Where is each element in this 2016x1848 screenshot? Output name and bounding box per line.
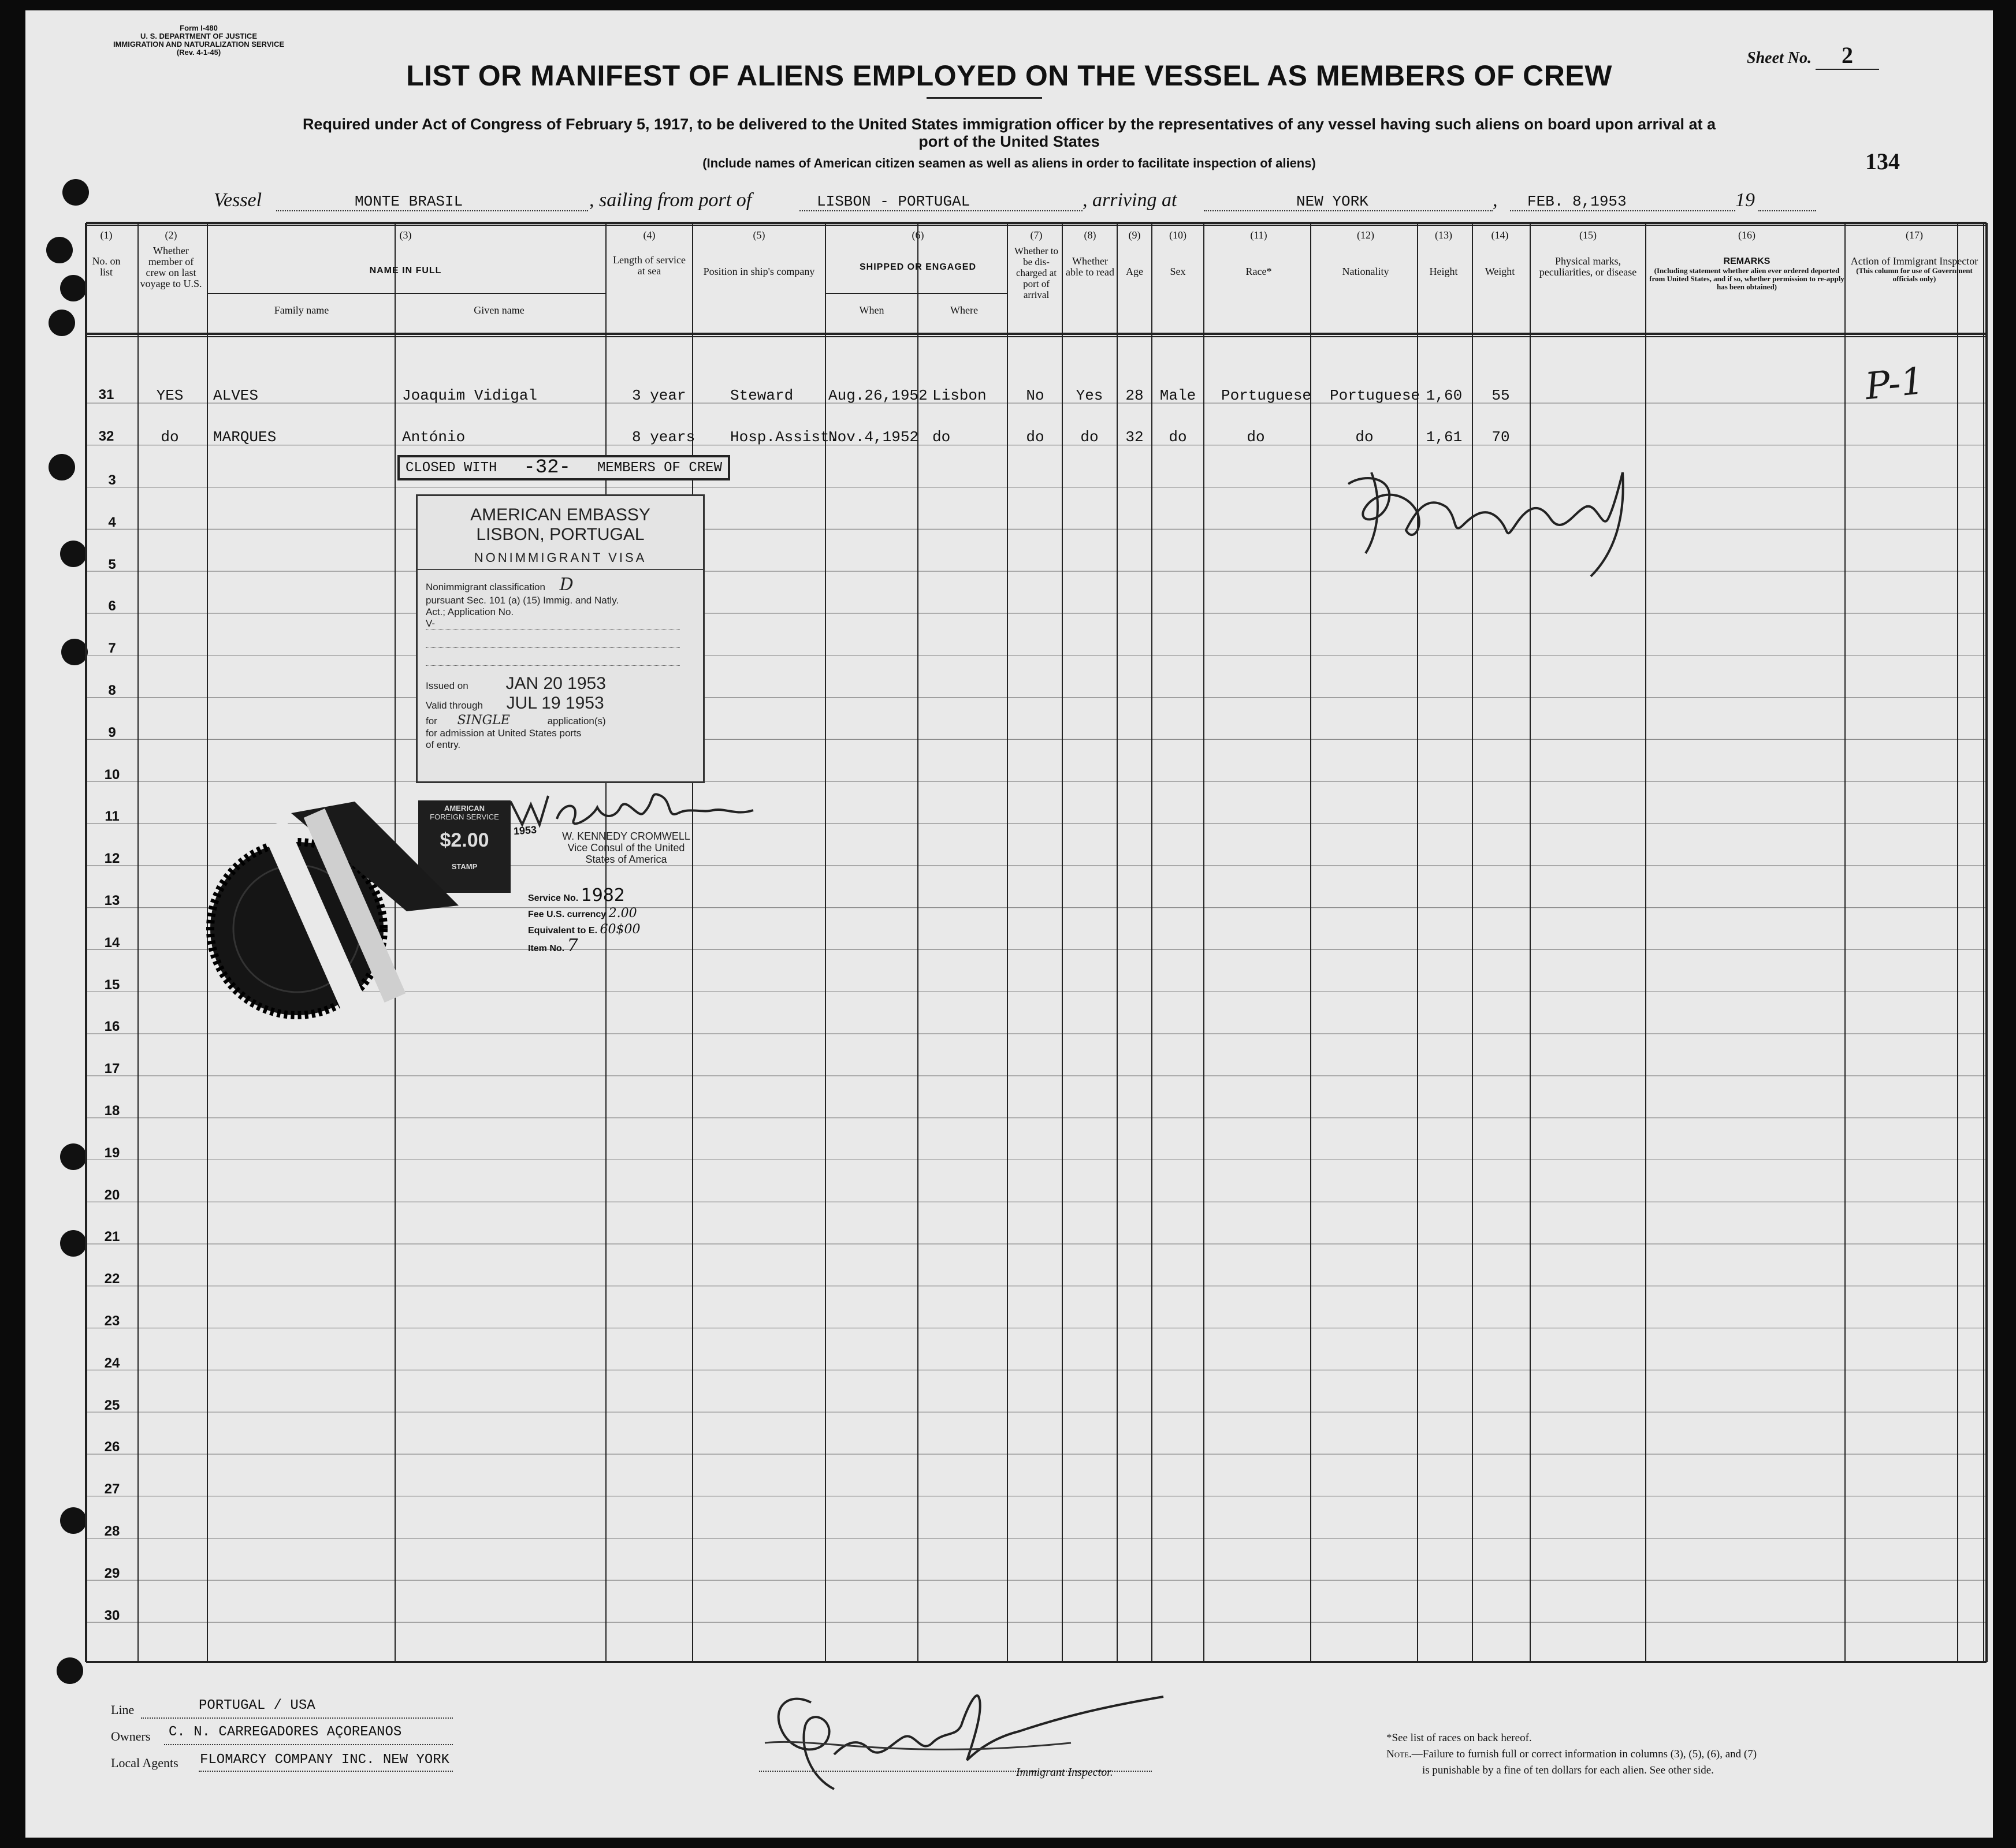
cell-sex: do <box>1169 429 1187 446</box>
col10-label: Sex <box>1170 266 1186 277</box>
col15-label: Physical marks, peculiarities, or disease <box>1539 255 1637 278</box>
fee-stamp-line1: AMERICAN <box>444 804 485 813</box>
row-number: 4 <box>108 514 116 530</box>
visa-valid-row <box>426 694 703 713</box>
cell-race: Portuguese <box>1221 387 1312 404</box>
cell-position: Hosp.Assist. <box>730 429 839 446</box>
col6-header <box>828 230 1007 273</box>
fee-currency-value: 2.00 <box>608 906 637 921</box>
cell-nationality: Portuguese <box>1330 387 1420 404</box>
manifest-sheet <box>25 10 1993 1838</box>
col10-header <box>1155 230 1201 277</box>
col1-header <box>89 230 124 278</box>
row-number: 16 <box>104 1019 120 1035</box>
form-number: Form I-480 <box>180 24 218 32</box>
row-number: 14 <box>104 934 120 951</box>
consul-title-1: Vice Consul of the United <box>567 842 685 854</box>
cell-race: do <box>1247 429 1265 446</box>
col13-header <box>1418 230 1470 277</box>
cell-length: 8 years <box>632 429 695 446</box>
visa-for-label: for <box>426 716 437 726</box>
footer-note-text2: is punishable by a fine of ten dollars for each alien. See other side. <box>1422 1764 1714 1776</box>
cell-height: 1,61 <box>1426 429 1463 446</box>
when-header: When <box>859 304 884 316</box>
col1-num: (1) <box>100 229 113 241</box>
cell-weight: 55 <box>1491 387 1510 404</box>
row-number: 23 <box>104 1313 120 1329</box>
comma: , <box>1493 189 1498 211</box>
row-number: 29 <box>104 1565 120 1581</box>
col3-header <box>209 230 602 276</box>
vessel-name: MONTE BRASIL <box>355 193 463 210</box>
fee-service-label: Service No. <box>528 893 579 903</box>
footer-agents-label: Local Agents <box>111 1756 178 1770</box>
col15-num: (15) <box>1579 229 1597 241</box>
fee-block <box>528 885 641 956</box>
col12-header <box>1314 230 1418 277</box>
row-number: 10 <box>104 766 120 783</box>
cell-discharged: do <box>1026 429 1044 446</box>
col14-label: Weight <box>1485 266 1515 277</box>
col5-header <box>695 230 823 277</box>
cell-weight: 70 <box>1491 429 1510 446</box>
cell-length: 3 year <box>632 387 686 404</box>
fee-currency-label: Fee U.S. currency <box>528 910 607 919</box>
col11-label: Race* <box>1245 266 1272 277</box>
visa-valid-label: Valid through <box>426 700 483 711</box>
fee-item-value: 7 <box>567 936 578 956</box>
col4-label: Length of service at sea <box>613 254 686 277</box>
form-department: U. S. DEPARTMENT OF JUSTICE <box>140 32 257 40</box>
fee-stamp-line2: FOREIGN SERVICE <box>430 813 499 821</box>
embossed-seal <box>187 778 476 1033</box>
row-number: 5 <box>108 556 116 572</box>
consul-title-2: States of America <box>585 854 667 865</box>
sailing-port: LISBON - PORTUGAL <box>817 193 970 210</box>
closed-with-count: -32- <box>523 457 571 479</box>
cell-family: MARQUES <box>213 429 277 446</box>
subtitle-line1: Required under Act of Congress of February 5, 1917, to be delivered to the United States immigration officer by the representatives of any vessel having such aliens on board upon arrival at a <box>302 116 1716 133</box>
visa-pursuant: pursuant Sec. 101 (a) (15) Immig. and Natly. <box>426 595 619 606</box>
fee-equiv-label: Equivalent to E. <box>528 926 598 936</box>
col2-header <box>140 230 202 289</box>
visa-issued-date: JAN 20 1953 <box>505 674 606 693</box>
footer-line-label: Line <box>111 1702 135 1717</box>
page-title: LIST OR MANIFEST OF ALIENS EMPLOYED ON THE VESSEL AS MEMBERS OF CREW <box>406 59 1612 92</box>
cell-no: 32 <box>98 429 114 444</box>
fee-service-no: 1982 <box>581 885 625 906</box>
col11-num: (11) <box>1250 229 1267 241</box>
visa-blank-line <box>426 630 680 648</box>
arriving-label: , arriving at <box>1083 189 1177 211</box>
col16-header <box>1649 230 1845 291</box>
cell-position: Steward <box>730 387 794 404</box>
subtitle-line2: port of the United States <box>918 133 1100 150</box>
sheet-number-label: Sheet No. <box>1747 49 1812 67</box>
visa-v-line: V- <box>426 618 680 630</box>
row-number: 27 <box>104 1481 120 1497</box>
col12-label: Nationality <box>1342 266 1389 277</box>
col16-note: (Including statement whether alien ever ordered deported from United States, and if so, whether permission to re-apply has been obtained) <box>1649 266 1844 291</box>
cell-where: do <box>932 429 951 446</box>
fee-equiv-row <box>528 922 640 938</box>
visa-blank-line <box>426 648 680 666</box>
visa-type: NONIMMIGRANT VISA <box>418 550 703 570</box>
col10-num: (10) <box>1169 229 1186 241</box>
row-number: 15 <box>104 977 120 993</box>
inspector-signature <box>1331 438 1654 588</box>
col5-label: Position in ship's company <box>703 266 815 277</box>
row-number: 7 <box>108 640 116 657</box>
row-number: 17 <box>104 1061 120 1077</box>
cell-read: do <box>1080 429 1099 446</box>
footer-note-text: —Failure to furnish full or correct information in columns (3), (5), (6), and (7) <box>1411 1748 1757 1760</box>
footer-races-note: *See list of races on back hereof. <box>1386 1732 1532 1744</box>
visa-issued-label: Issued on <box>426 680 468 691</box>
col5-num: (5) <box>753 229 765 241</box>
footer-line-dotline <box>141 1717 453 1719</box>
cell-member: YES <box>156 387 184 404</box>
form-service: IMMIGRATION AND NATURALIZATION SERVICE <box>113 40 285 49</box>
col2-label: Whether member of crew on last voyage to U.S. <box>140 245 202 289</box>
given-name-header: Given name <box>474 304 525 316</box>
col15-header <box>1533 230 1643 278</box>
visa-admission: for admission at United States ports <box>426 728 582 739</box>
footer-line-value: PORTUGAL / USA <box>199 1698 315 1713</box>
col3-label: NAME IN FULL <box>369 266 442 275</box>
col9-num: (9) <box>1128 229 1141 241</box>
col8-header <box>1064 230 1116 278</box>
arrival-date: FEB. 8,1953 <box>1527 193 1627 210</box>
visa-issued-row <box>426 674 703 694</box>
col17-header <box>1848 230 1981 283</box>
col2-num: (2) <box>165 229 177 241</box>
fee-stamp-line3: STAMP <box>451 862 478 871</box>
row-number: 9 <box>108 724 116 740</box>
family-name-header: Family name <box>274 304 329 316</box>
row-number: 26 <box>104 1439 120 1455</box>
cell-height: 1,60 <box>1426 387 1463 404</box>
col14-header <box>1472 230 1527 277</box>
col4-num: (4) <box>643 229 656 241</box>
col9-label: Age <box>1126 266 1143 277</box>
visa-stamp <box>416 494 705 783</box>
col14-num: (14) <box>1491 229 1509 241</box>
inspector-mark: P-1 <box>1863 359 1926 409</box>
row-number: 6 <box>108 598 116 614</box>
visa-entry: of entry. <box>426 739 461 750</box>
visa-embassy: AMERICAN EMBASSY <box>470 505 650 524</box>
visa-valid-date: JUL 19 1953 <box>506 694 604 713</box>
col6-num: (6) <box>912 229 924 241</box>
col7-header <box>1010 230 1062 300</box>
subtitle-note: (Include names of American citizen seamen as well as aliens in order to facilitate inspection of aliens) <box>702 156 1316 170</box>
footer-inspector-signature <box>747 1674 1186 1801</box>
col17-note: (This column for use of Government officials only) <box>1856 266 1973 283</box>
where-header: Where <box>950 304 978 316</box>
sheet-number-value: 2 <box>1816 42 1879 70</box>
col17-label: Action of Immigrant Inspector <box>1850 255 1978 267</box>
fee-item-row <box>528 938 640 956</box>
vessel-label: Vessel <box>214 189 262 211</box>
fee-stamp-value: $2.00 <box>440 829 489 851</box>
cell-when: Aug.26,1952 <box>828 387 928 404</box>
row-number: 19 <box>104 1145 120 1161</box>
consul-block <box>528 830 724 865</box>
col12-num: (12) <box>1357 229 1374 241</box>
row-number: 8 <box>108 683 116 698</box>
footer-agents-value: FLOMARCY COMPANY INC. NEW YORK <box>200 1752 450 1768</box>
footer-notes <box>1386 1730 1757 1779</box>
form-revision: (Rev. 4-1-45) <box>176 48 221 57</box>
row-number: 24 <box>104 1355 120 1371</box>
footer-note-label: Note. <box>1386 1748 1412 1760</box>
page-number: 134 <box>1865 148 1900 174</box>
footer-inspector-label: Immigrant Inspector. <box>1016 1766 1113 1779</box>
col9-header <box>1117 230 1152 277</box>
row-number: 21 <box>104 1229 120 1245</box>
row-number: 30 <box>104 1607 120 1623</box>
col11-header <box>1207 230 1311 277</box>
row-number: 28 <box>104 1523 120 1539</box>
visa-classification-row <box>426 575 703 595</box>
col1-label: No. on list <box>92 255 121 278</box>
fee-equiv-value: 60$00 <box>600 922 641 937</box>
col16-label: REMARKS <box>1723 256 1770 266</box>
visa-for-value: SINGLE <box>457 713 510 728</box>
consul-name: W. KENNEDY CROMWELL <box>562 830 690 842</box>
row-number: 20 <box>104 1187 120 1203</box>
fee-currency-row <box>528 906 640 922</box>
cell-nationality: do <box>1355 429 1374 446</box>
cell-read: Yes <box>1076 387 1103 404</box>
fee-item-label: Item No. <box>528 944 565 953</box>
col8-label: Whether able to read <box>1066 255 1114 278</box>
col7-num: (7) <box>1030 229 1043 241</box>
col6-label: SHIPPED OR ENGAGED <box>859 262 977 272</box>
visa-act: Act.; Application No. <box>426 606 514 617</box>
consul-signature <box>505 784 771 836</box>
cell-when: Nov.4,1952 <box>828 429 919 446</box>
col7-label: Whether to be dis- charged at port of arrival <box>1014 245 1058 300</box>
row-number: 22 <box>104 1271 120 1287</box>
footer-owners-label: Owners <box>111 1729 151 1743</box>
visa-location: LISBON, PORTUGAL <box>476 525 645 544</box>
year-label: 19 <box>1735 189 1755 211</box>
cell-discharged: No <box>1026 387 1044 404</box>
col13-num: (13) <box>1435 229 1452 241</box>
arriving-port: NEW YORK <box>1296 193 1368 210</box>
row-number: 13 <box>104 893 120 908</box>
row-number: 12 <box>104 851 120 867</box>
cell-family: ALVES <box>213 387 259 404</box>
closed-with-members: MEMBERS OF CREW <box>597 460 722 476</box>
cell-age: 32 <box>1125 429 1144 446</box>
cell-where: Lisbon <box>932 387 987 404</box>
cell-given: António <box>402 429 466 446</box>
fee-service-row <box>528 885 640 906</box>
visa-classification-value: D <box>559 575 574 595</box>
cell-age: 28 <box>1125 387 1144 404</box>
row-number: 11 <box>105 808 120 825</box>
visa-application: application(s) <box>547 716 606 726</box>
col3-num: (3) <box>399 229 412 241</box>
footer-owners-value: C. N. CARREGADORES AÇOREANOS <box>169 1724 402 1740</box>
closed-with-label: CLOSED WITH <box>406 460 497 476</box>
cell-sex: Male <box>1159 387 1196 404</box>
cell-member: do <box>161 429 179 446</box>
row-number: 3 <box>108 472 116 488</box>
sailing-label: , sailing from port of <box>589 189 752 211</box>
col8-num: (8) <box>1084 229 1096 241</box>
closed-with-stamp <box>397 455 730 480</box>
col16-num: (16) <box>1738 229 1755 241</box>
footer-agents-dotline <box>199 1771 453 1772</box>
visa-for-row <box>426 713 703 728</box>
row-number: 18 <box>104 1103 120 1119</box>
row-number: 25 <box>104 1397 120 1413</box>
footer-owners-dotline <box>164 1744 453 1745</box>
cell-given: Joaquim Vidigal <box>402 387 538 404</box>
col4-header <box>609 230 690 277</box>
fee-stamp-year: 1953 <box>513 824 537 837</box>
visa-classification-label: Nonimmigrant classification <box>426 582 545 593</box>
col17-num: (17) <box>1906 229 1923 241</box>
cell-no: 31 <box>98 387 114 403</box>
col13-label: Height <box>1429 266 1458 277</box>
